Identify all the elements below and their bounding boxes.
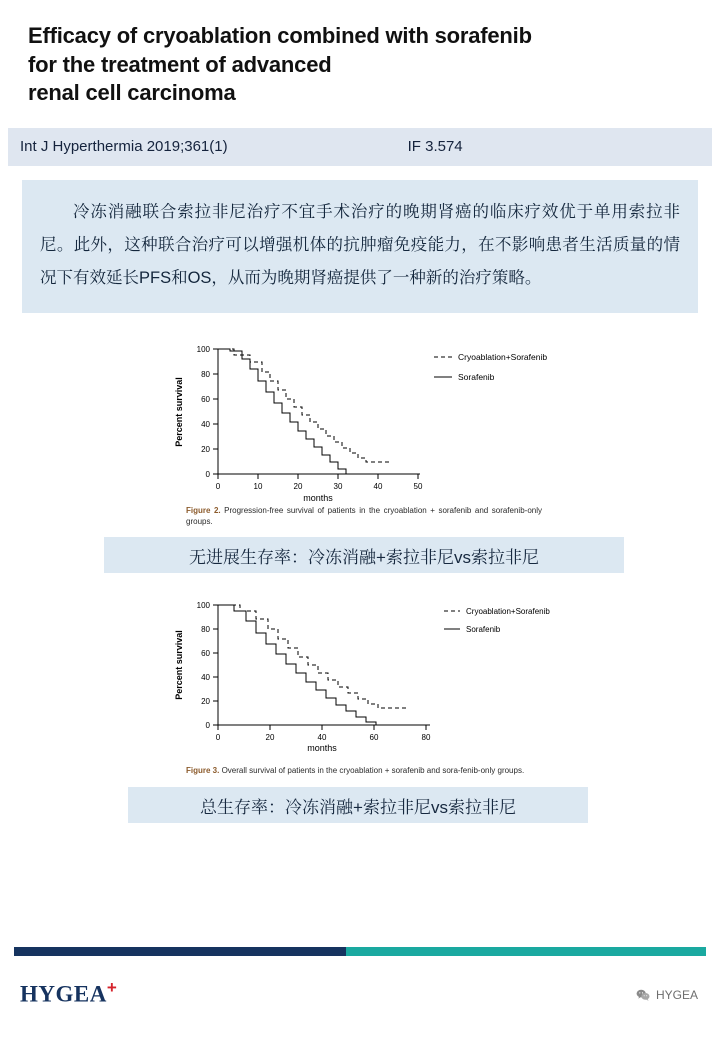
figure-3-legend xyxy=(444,607,550,634)
abstract-box xyxy=(22,180,698,313)
hygea-logo xyxy=(20,978,117,1008)
hygea-logo-mark: + xyxy=(106,978,118,997)
svg-text:Sorafenib: Sorafenib xyxy=(466,625,501,635)
figure-2-chart xyxy=(160,329,560,504)
title-line-2: for the treatment of advanced xyxy=(28,51,332,77)
svg-text:100: 100 xyxy=(196,601,210,611)
svg-text:60: 60 xyxy=(201,649,210,659)
svg-text:30: 30 xyxy=(333,481,343,491)
impact-factor: IF 3.574 xyxy=(407,138,463,156)
figure-3 xyxy=(160,589,560,777)
footer xyxy=(0,962,720,1040)
svg-text:Percent survival: Percent survival xyxy=(174,377,184,447)
svg-text:40: 40 xyxy=(201,419,210,429)
svg-text:months: months xyxy=(303,492,333,503)
footer-divider xyxy=(14,947,706,956)
figure-2-caption-text: Progression-free survival of patients in the cryoablation + sorafenib and sorafenib-only groups. xyxy=(186,505,542,526)
svg-text:20: 20 xyxy=(265,733,275,743)
svg-text:0: 0 xyxy=(215,481,221,491)
wechat-label: HYGEA xyxy=(655,988,698,1002)
svg-text:Sorafenib: Sorafenib xyxy=(458,371,495,382)
title-line-1: Efficacy of cryoablation combined with sorafenib xyxy=(28,23,532,48)
footer-bar-teal xyxy=(346,947,706,956)
journal-citation: Int J Hyperthermia 2019;361(1) xyxy=(20,138,228,156)
svg-text:100: 100 xyxy=(196,344,210,354)
svg-text:80: 80 xyxy=(201,625,210,635)
pfs-survival-plot xyxy=(160,329,560,504)
figure-2 xyxy=(160,329,560,528)
hygea-logo-text: HYGEA xyxy=(20,981,107,1007)
banner-os-label: 总生存率：冷冻消融+索拉非尼vs索拉非尼 xyxy=(200,797,516,817)
svg-text:months: months xyxy=(307,743,337,754)
svg-text:Cryoablation+Sorafenib: Cryoablation+Sorafenib xyxy=(458,351,548,362)
footer-bar-navy xyxy=(14,947,346,956)
svg-text:10: 10 xyxy=(253,481,263,491)
figure-3-wrapper xyxy=(0,589,720,777)
svg-text:20: 20 xyxy=(201,444,210,454)
figure-3-caption xyxy=(160,764,560,777)
abstract-text: 冷冻消融联合索拉非尼治疗不宜手术治疗的晚期肾癌的临床疗效优于单用索拉非尼。此外，这种联合治疗可以增强机体的抗肿瘤免疫能力，在不影响患者生活质量的情况下有效延长PFS和OS，从而为晚期肾癌提供了一种新的治疗策略。 xyxy=(40,202,680,287)
wechat-icon xyxy=(636,989,650,1001)
svg-text:80: 80 xyxy=(201,369,210,379)
figure-3-number: Figure 3. xyxy=(186,766,220,776)
svg-text:20: 20 xyxy=(201,697,210,707)
svg-text:40: 40 xyxy=(373,481,383,491)
figure-3-caption-text: Overall survival of patients in the cryoablation + sorafenib and sora-fenib-only groups. xyxy=(219,766,525,776)
figure-2-wrapper xyxy=(0,329,720,528)
svg-text:60: 60 xyxy=(201,394,210,404)
journal-bar xyxy=(8,128,712,166)
svg-text:0: 0 xyxy=(205,469,210,479)
svg-text:0: 0 xyxy=(205,721,210,731)
wechat-account xyxy=(636,988,698,1002)
os-survival-plot xyxy=(160,589,560,754)
svg-text:Cryoablation+Sorafenib: Cryoablation+Sorafenib xyxy=(466,607,550,617)
svg-text:Percent survival: Percent survival xyxy=(174,630,184,701)
svg-text:60: 60 xyxy=(369,733,379,743)
figure-3-chart xyxy=(160,589,560,764)
banner-os xyxy=(128,787,588,823)
title-line-3: renal cell carcinoma xyxy=(28,80,236,106)
svg-text:50: 50 xyxy=(413,481,423,491)
banner-pfs-label: 无进展生存率：冷冻消融+索拉非尼vs索拉非尼 xyxy=(189,547,539,567)
svg-text:40: 40 xyxy=(317,733,327,743)
banner-pfs xyxy=(104,537,624,573)
page-title xyxy=(0,0,720,114)
svg-text:80: 80 xyxy=(421,733,431,743)
svg-text:0: 0 xyxy=(215,733,221,743)
svg-text:40: 40 xyxy=(201,673,210,683)
figure-2-caption xyxy=(160,504,560,528)
svg-text:20: 20 xyxy=(293,481,303,491)
figure-2-legend xyxy=(434,352,547,382)
figure-2-number: Figure 2. xyxy=(186,505,221,515)
